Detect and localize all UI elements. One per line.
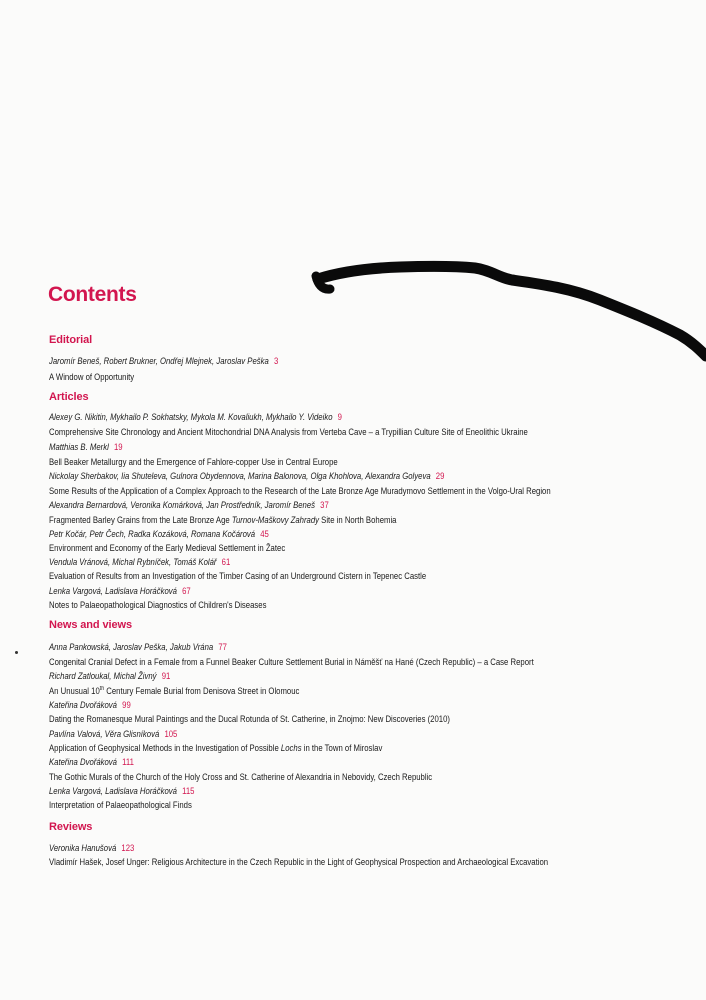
page-number: 105	[164, 729, 178, 739]
entry-authors: Lenka Vargová, Ladislava Horáčková 115	[49, 786, 195, 796]
page-number: 29	[435, 471, 445, 481]
entry-title: A Window of Opportunity	[49, 372, 135, 382]
entry-title: Environment and Economy of the Early Medieval Settlement in Žatec	[49, 543, 286, 553]
entry-title: Fragmented Barley Grains from the Late Bronze Age Turnov-Maškovy Zahrady Site in North Bohemia	[49, 515, 397, 525]
entry-title: Congenital Cranial Defect in a Female from a Funnel Beaker Culture Settlement Burial in Náměšť na Hané (Czech Republic) – a Case Report	[49, 657, 534, 667]
page-number: 67	[182, 586, 191, 596]
section-heading-reviews: Reviews	[49, 821, 93, 833]
entry-title: Bell Beaker Metallurgy and the Emergence of Fahlore-copper Use in Central Europe	[49, 457, 338, 467]
section-heading-editorial: Editorial	[49, 334, 93, 346]
page-number: 19	[113, 442, 123, 452]
entry-authors: Alexey G. Nikitin, Mykhailo P. Sokhatsky, Mykola M. Kovaliukh, Mykhailo Y. Videiko 9	[49, 412, 342, 422]
entry-authors: Kateřina Dvořáková 99	[49, 700, 131, 710]
entry-authors: Richard Zatloukal, Michal Živný 91	[49, 671, 171, 681]
page-number: 61	[221, 557, 231, 567]
section-heading-articles: Articles	[49, 391, 89, 403]
page-title: Contents	[48, 283, 137, 306]
page-number: 77	[218, 642, 227, 652]
entry-authors: Vendula Vránová, Michal Rybníček, Tomáš Kolář 61	[49, 557, 231, 567]
entry-title: The Gothic Murals of the Church of the Holy Cross and St. Catherine of Alexandria in Nebovidy, Czech Republic	[49, 772, 433, 782]
entry-title: Dating the Romanesque Mural Paintings and the Ducal Rotunda of St. Catherine, in Znojmo: New Discoveries (2010)	[49, 714, 450, 724]
entry-authors: Matthias B. Merkl 19	[49, 442, 123, 452]
page-number: 37	[320, 500, 329, 510]
entry-authors: Nickolay Sherbakov, Iia Shuteleva, Gulnora Obydennova, Marina Balonova, Olga Khohlova, Alexandra Golyeva 29	[49, 471, 445, 481]
entry-title: Interpretation of Palaeopathological Finds	[49, 800, 192, 810]
entry-title: An Unusual 10th Century Female Burial from Denisova Street in Olomouc	[49, 686, 300, 696]
entry-authors: Anna Pankowská, Jaroslav Peška, Jakub Vrána 77	[49, 642, 227, 652]
page-number: 99	[122, 700, 131, 710]
entry-title: Vladimír Hašek, Josef Unger: Religious Architecture in the Czech Republic in the Light of Geophysical Prospection and Archaeological Excavation	[49, 857, 549, 867]
entry-title: Notes to Palaeopathological Diagnostics of Children's Diseases	[49, 600, 267, 610]
entry-title: Evaluation of Results from an Investigation of the Timber Casing of an Underground Cistern in Tepenec Castle	[49, 571, 427, 581]
entry-authors: Veronika Hanušová 123	[49, 843, 135, 853]
entry-authors: Pavlína Valová, Věra Glisníková 105	[49, 729, 178, 739]
page-number: 111	[122, 757, 134, 767]
entry-authors: Lenka Vargová, Ladislava Horáčková 67	[49, 586, 191, 596]
section-heading-news-and-views: News and views	[49, 619, 132, 631]
entry-authors: Jaromír Beneš, Robert Brukner, Ondřej Mlejnek, Jaroslav Peška 3	[49, 356, 279, 366]
page-number: 45	[260, 529, 269, 539]
page-number: 123	[121, 843, 135, 853]
page-number: 115	[182, 786, 195, 796]
page-number: 3	[273, 356, 279, 366]
entry-title: Application of Geophysical Methods in the Investigation of Possible Lochs in the Town of Miroslav	[49, 743, 383, 753]
entry-title: Some Results of the Application of a Complex Approach to the Research of the Late Bronze Age Muradymovo Settlement in the Volgo-Ural Region	[49, 486, 551, 496]
entry-authors: Kateřina Dvořáková 111	[49, 757, 134, 767]
page-number: 9	[337, 412, 342, 422]
stray-dot	[15, 651, 18, 654]
entry-authors: Alexandra Bernardová, Veronika Komárková, Jan Prostředník, Jaromír Beneš 37	[49, 500, 329, 510]
page-number: 91	[161, 671, 171, 681]
entry-authors: Petr Kočár, Petr Čech, Radka Kozáková, Romana Kočárová 45	[49, 529, 269, 539]
entry-title: Comprehensive Site Chronology and Ancient Mitochondrial DNA Analysis from Verteba Cave – a Trypillian Culture Site of Eneolithic Ukraine	[49, 427, 528, 437]
